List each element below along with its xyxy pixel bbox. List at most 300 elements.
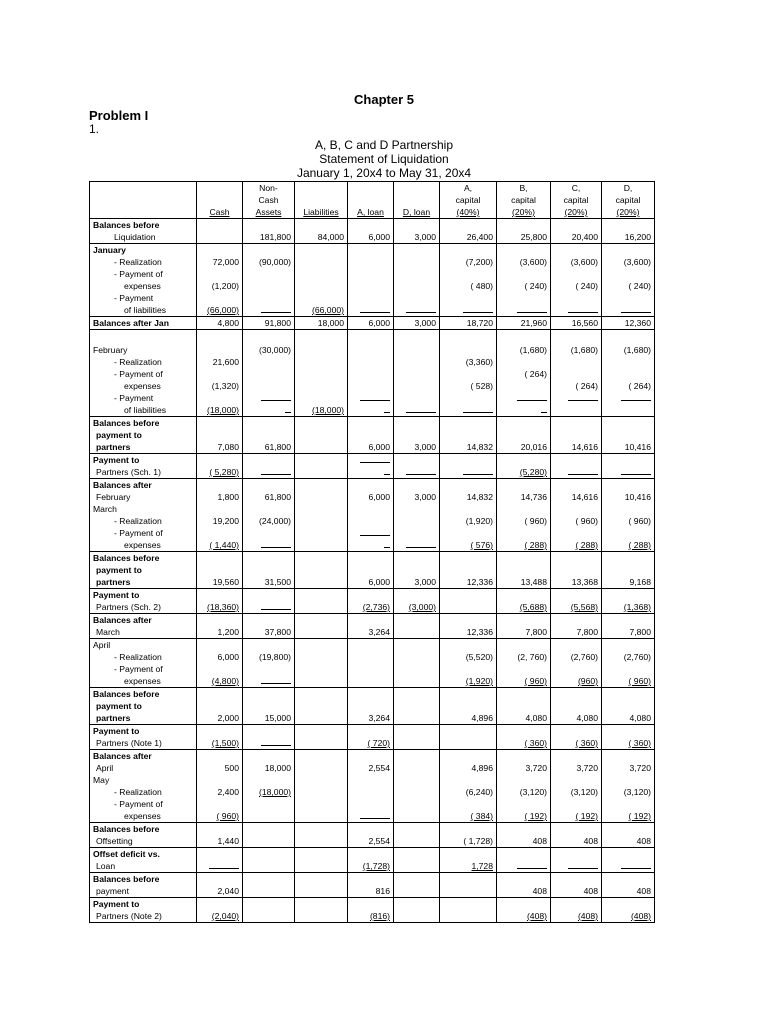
table-cell: 15,000 bbox=[243, 712, 295, 725]
table-row bbox=[90, 576, 655, 589]
table-cell bbox=[602, 503, 655, 515]
table-cell: 3,000 bbox=[394, 441, 440, 454]
table-cell bbox=[243, 589, 295, 602]
table-cell bbox=[348, 786, 394, 798]
col-noncash-3: Assets bbox=[243, 206, 295, 219]
row-label: Balances before bbox=[90, 873, 197, 886]
row-label: March bbox=[90, 626, 197, 639]
table-row bbox=[90, 823, 655, 836]
table-cell bbox=[243, 380, 295, 392]
total-rule bbox=[348, 454, 394, 467]
table-cell bbox=[243, 798, 295, 810]
table-cell bbox=[440, 527, 497, 539]
table-cell: 6,000 bbox=[348, 317, 394, 330]
total-rule bbox=[243, 601, 295, 614]
table-cell bbox=[497, 429, 551, 441]
table-row bbox=[90, 910, 655, 923]
table-cell: 20,400 bbox=[551, 231, 602, 244]
table-cell bbox=[295, 737, 348, 750]
table-cell bbox=[394, 663, 440, 675]
table-cell bbox=[602, 663, 655, 675]
table-cell bbox=[197, 688, 243, 701]
table-cell: 1,800 bbox=[197, 491, 243, 503]
table-cell: 25,800 bbox=[497, 231, 551, 244]
underline-rule bbox=[568, 466, 598, 475]
item-number: 1. bbox=[89, 122, 100, 136]
total-rule bbox=[243, 675, 295, 688]
table-cell bbox=[440, 454, 497, 467]
row-label: Payment to bbox=[90, 898, 197, 911]
table-cell bbox=[348, 639, 394, 652]
table-cell: 500 bbox=[197, 762, 243, 774]
table-row bbox=[90, 417, 655, 430]
table-cell bbox=[243, 688, 295, 701]
table-cell bbox=[295, 651, 348, 663]
table-row bbox=[90, 392, 655, 404]
row-label: expenses bbox=[90, 539, 197, 552]
table-cell bbox=[394, 564, 440, 576]
table-cell: (2,760) bbox=[602, 651, 655, 663]
table-row bbox=[90, 663, 655, 675]
table-cell bbox=[348, 675, 394, 688]
table-cell bbox=[551, 356, 602, 368]
table-row bbox=[90, 280, 655, 292]
table-cell bbox=[348, 688, 394, 701]
table-cell bbox=[551, 639, 602, 652]
table-cell bbox=[551, 750, 602, 763]
table-cell: 181,800 bbox=[243, 231, 295, 244]
table-cell bbox=[295, 885, 348, 898]
table-cell bbox=[394, 910, 440, 923]
table-cell: 13,488 bbox=[497, 576, 551, 589]
table-row bbox=[90, 552, 655, 565]
table-cell: (24,000) bbox=[243, 515, 295, 527]
table-cell bbox=[295, 786, 348, 798]
col-d-cap-3: (20%) bbox=[602, 206, 655, 219]
table-cell bbox=[295, 527, 348, 539]
total-rule bbox=[348, 539, 394, 552]
table-cell bbox=[497, 564, 551, 576]
table-cell bbox=[440, 368, 497, 380]
underline-rule bbox=[463, 304, 493, 313]
table-row bbox=[90, 860, 655, 873]
table-cell bbox=[197, 429, 243, 441]
table-cell bbox=[348, 503, 394, 515]
table-cell: 19,560 bbox=[197, 576, 243, 589]
table-cell bbox=[551, 268, 602, 280]
row-label: payment to bbox=[90, 700, 197, 712]
table-cell bbox=[602, 774, 655, 786]
table-cell bbox=[348, 663, 394, 675]
table-cell: 408 bbox=[602, 835, 655, 848]
row-label: Offset deficit vs. bbox=[90, 848, 197, 861]
table-cell bbox=[497, 244, 551, 257]
row-label: Payment to bbox=[90, 589, 197, 602]
row-label: Partners (Sch. 2) bbox=[90, 601, 197, 614]
col-c-cap-2: capital bbox=[551, 194, 602, 206]
table-cell bbox=[440, 292, 497, 304]
table-cell bbox=[243, 564, 295, 576]
table-row bbox=[90, 873, 655, 886]
table-cell: ( 576) bbox=[440, 539, 497, 552]
table-cell: 4,080 bbox=[497, 712, 551, 725]
table-cell bbox=[551, 417, 602, 430]
table-cell bbox=[551, 244, 602, 257]
table-cell bbox=[440, 417, 497, 430]
row-label: - Payment of bbox=[90, 368, 197, 380]
table-cell bbox=[602, 479, 655, 492]
table-cell: ( 360) bbox=[551, 737, 602, 750]
table-cell bbox=[551, 429, 602, 441]
table-cell bbox=[197, 564, 243, 576]
table-cell bbox=[348, 589, 394, 602]
table-cell bbox=[602, 292, 655, 304]
table-row bbox=[90, 564, 655, 576]
table-cell bbox=[440, 823, 497, 836]
table-cell: ( 960) bbox=[602, 515, 655, 527]
table-cell bbox=[295, 688, 348, 701]
row-label: payment bbox=[90, 885, 197, 898]
table-cell: ( 288) bbox=[551, 539, 602, 552]
table-cell bbox=[394, 873, 440, 886]
row-label: Offsetting bbox=[90, 835, 197, 848]
total-rule bbox=[348, 527, 394, 539]
table-cell bbox=[197, 244, 243, 257]
table-cell bbox=[295, 552, 348, 565]
table-cell bbox=[440, 503, 497, 515]
table-row bbox=[90, 725, 655, 738]
table-cell: 3,264 bbox=[348, 712, 394, 725]
table-cell: 18,000 bbox=[295, 317, 348, 330]
table-cell: ( 192) bbox=[497, 810, 551, 823]
table-cell bbox=[243, 356, 295, 368]
table-cell bbox=[497, 614, 551, 627]
table-cell bbox=[394, 344, 440, 356]
total-rule bbox=[197, 860, 243, 873]
table-cell: ( 720) bbox=[348, 737, 394, 750]
table-cell: (5,280) bbox=[497, 466, 551, 479]
table-cell bbox=[602, 268, 655, 280]
table-cell bbox=[197, 454, 243, 467]
total-rule bbox=[551, 392, 602, 404]
table-row bbox=[90, 454, 655, 467]
table-cell bbox=[394, 786, 440, 798]
table-cell bbox=[243, 244, 295, 257]
table-row bbox=[90, 898, 655, 911]
row-label: - Payment of bbox=[90, 527, 197, 539]
table-cell: 7,080 bbox=[197, 441, 243, 454]
row-label: - Payment of bbox=[90, 268, 197, 280]
table-cell bbox=[197, 823, 243, 836]
col-c-cap-1: C, bbox=[551, 182, 602, 195]
underline-rule bbox=[517, 304, 547, 313]
table-cell bbox=[394, 429, 440, 441]
underline-rule bbox=[360, 810, 390, 819]
table-cell: 6,000 bbox=[348, 441, 394, 454]
table-cell bbox=[197, 330, 243, 345]
table-cell bbox=[243, 725, 295, 738]
table-cell bbox=[394, 835, 440, 848]
table-cell: (3,600) bbox=[602, 256, 655, 268]
table-cell bbox=[602, 527, 655, 539]
table-cell bbox=[440, 601, 497, 614]
table-cell: ( 288) bbox=[602, 539, 655, 552]
table-cell bbox=[348, 614, 394, 627]
table-cell bbox=[394, 737, 440, 750]
table-cell bbox=[243, 848, 295, 861]
table-cell bbox=[295, 268, 348, 280]
table-cell bbox=[394, 244, 440, 257]
row-label: Partners (Sch. 1) bbox=[90, 466, 197, 479]
table-cell bbox=[197, 479, 243, 492]
table-cell bbox=[394, 810, 440, 823]
table-cell: 21,600 bbox=[197, 356, 243, 368]
table-cell bbox=[394, 725, 440, 738]
table-cell bbox=[197, 503, 243, 515]
table-cell: (2,760) bbox=[551, 651, 602, 663]
table-cell bbox=[197, 552, 243, 565]
table-cell bbox=[197, 527, 243, 539]
table-cell bbox=[197, 663, 243, 675]
table-cell bbox=[394, 675, 440, 688]
table-cell bbox=[551, 798, 602, 810]
total-rule bbox=[602, 860, 655, 873]
table-cell bbox=[295, 392, 348, 404]
table-row bbox=[90, 292, 655, 304]
table-cell bbox=[394, 256, 440, 268]
table-cell bbox=[295, 491, 348, 503]
underline-rule bbox=[463, 466, 493, 475]
table-cell bbox=[243, 860, 295, 873]
table-cell bbox=[295, 539, 348, 552]
table-cell bbox=[440, 614, 497, 627]
row-label: May bbox=[90, 774, 197, 786]
table-cell: ( 288) bbox=[497, 539, 551, 552]
table-cell bbox=[497, 380, 551, 392]
table-cell: 1,728 bbox=[440, 860, 497, 873]
table-cell bbox=[243, 280, 295, 292]
problem-heading: Problem I bbox=[89, 108, 149, 123]
table-cell bbox=[440, 898, 497, 911]
table-cell bbox=[243, 750, 295, 763]
total-rule bbox=[394, 404, 440, 417]
total-rule bbox=[497, 404, 551, 417]
table-cell bbox=[440, 344, 497, 356]
table-cell bbox=[551, 725, 602, 738]
table-cell: (5,688) bbox=[497, 601, 551, 614]
table-cell bbox=[295, 330, 348, 345]
row-label: - Realization bbox=[90, 356, 197, 368]
table-cell bbox=[295, 280, 348, 292]
table-cell bbox=[243, 873, 295, 886]
table-cell bbox=[348, 268, 394, 280]
table-cell bbox=[243, 898, 295, 911]
table-cell bbox=[602, 848, 655, 861]
table-cell: 3,000 bbox=[394, 491, 440, 503]
table-row bbox=[90, 317, 655, 330]
table-cell bbox=[394, 885, 440, 898]
col-a-cap-2: capital bbox=[440, 194, 497, 206]
table-cell: ( 480) bbox=[440, 280, 497, 292]
table-cell bbox=[497, 823, 551, 836]
table-cell: 3,000 bbox=[394, 576, 440, 589]
table-cell bbox=[243, 663, 295, 675]
table-cell: 20,016 bbox=[497, 441, 551, 454]
table-cell bbox=[295, 663, 348, 675]
total-rule bbox=[348, 404, 394, 417]
table-cell bbox=[602, 244, 655, 257]
table-cell bbox=[497, 552, 551, 565]
table-cell bbox=[394, 268, 440, 280]
table-cell bbox=[243, 835, 295, 848]
table-cell: 2,554 bbox=[348, 762, 394, 774]
table-cell: ( 264) bbox=[551, 380, 602, 392]
row-label: - Payment of bbox=[90, 663, 197, 675]
table-cell: 3,720 bbox=[602, 762, 655, 774]
total-rule bbox=[551, 860, 602, 873]
table-cell bbox=[551, 404, 602, 417]
table-cell: 6,000 bbox=[348, 576, 394, 589]
table-cell bbox=[295, 848, 348, 861]
table-row bbox=[90, 601, 655, 614]
underline-rule bbox=[384, 404, 390, 413]
table-cell bbox=[551, 292, 602, 304]
table-cell bbox=[348, 280, 394, 292]
table-cell bbox=[243, 292, 295, 304]
table-cell bbox=[440, 639, 497, 652]
table-cell: ( 264) bbox=[497, 368, 551, 380]
row-label: payment to bbox=[90, 429, 197, 441]
table-cell bbox=[197, 639, 243, 652]
table-cell: 4,080 bbox=[602, 712, 655, 725]
col-d-cap-2: capital bbox=[602, 194, 655, 206]
table-cell bbox=[602, 614, 655, 627]
statement-title: Statement of Liquidation bbox=[319, 152, 449, 166]
row-label: payment to bbox=[90, 564, 197, 576]
underline-rule bbox=[285, 404, 291, 413]
table-cell bbox=[295, 244, 348, 257]
table-cell: 16,200 bbox=[602, 231, 655, 244]
table-cell bbox=[551, 527, 602, 539]
col-liabilities: Liabilities bbox=[295, 206, 348, 219]
table-cell bbox=[602, 688, 655, 701]
table-cell bbox=[602, 564, 655, 576]
row-label: January bbox=[90, 244, 197, 257]
table-row bbox=[90, 810, 655, 823]
table-cell: (1,200) bbox=[197, 280, 243, 292]
table-cell: (18,000) bbox=[197, 404, 243, 417]
table-cell bbox=[551, 330, 602, 345]
table-row bbox=[90, 700, 655, 712]
table-cell bbox=[197, 292, 243, 304]
table-cell bbox=[551, 454, 602, 467]
table-cell: (1,320) bbox=[197, 380, 243, 392]
table-cell bbox=[602, 429, 655, 441]
table-cell: (5,520) bbox=[440, 651, 497, 663]
table-cell: (2,736) bbox=[348, 601, 394, 614]
table-cell bbox=[243, 639, 295, 652]
row-label: - Realization bbox=[90, 786, 197, 798]
table-cell bbox=[440, 774, 497, 786]
table-cell bbox=[394, 651, 440, 663]
table-cell bbox=[497, 750, 551, 763]
total-rule bbox=[243, 404, 295, 417]
table-cell bbox=[295, 454, 348, 467]
table-cell: (18,360) bbox=[197, 601, 243, 614]
total-rule bbox=[243, 466, 295, 479]
table-cell: (3,360) bbox=[440, 356, 497, 368]
row-label: partners bbox=[90, 441, 197, 454]
table-cell bbox=[295, 835, 348, 848]
table-cell bbox=[295, 256, 348, 268]
partnership-name: A, B, C and D Partnership bbox=[314, 138, 454, 152]
table-cell bbox=[348, 344, 394, 356]
table-cell bbox=[348, 823, 394, 836]
table-cell bbox=[295, 417, 348, 430]
table-cell bbox=[295, 798, 348, 810]
table-cell: ( 960) bbox=[551, 515, 602, 527]
col-b-cap-2: capital bbox=[497, 194, 551, 206]
table-cell bbox=[440, 848, 497, 861]
table-cell: 4,896 bbox=[440, 712, 497, 725]
table-row bbox=[90, 429, 655, 441]
table-cell bbox=[348, 564, 394, 576]
table-cell bbox=[295, 601, 348, 614]
total-rule bbox=[602, 466, 655, 479]
table-row bbox=[90, 848, 655, 861]
table-cell bbox=[295, 675, 348, 688]
table-cell: 84,000 bbox=[295, 231, 348, 244]
table-cell bbox=[440, 589, 497, 602]
table-cell bbox=[295, 810, 348, 823]
table-cell bbox=[394, 848, 440, 861]
row-label: - Realization bbox=[90, 651, 197, 663]
table-cell bbox=[394, 762, 440, 774]
table-cell bbox=[243, 479, 295, 492]
table-cell: 13,368 bbox=[551, 576, 602, 589]
table-cell bbox=[440, 737, 497, 750]
total-rule bbox=[497, 392, 551, 404]
table-cell bbox=[197, 750, 243, 763]
table-row bbox=[90, 626, 655, 639]
table-cell: (1,500) bbox=[197, 737, 243, 750]
table-cell bbox=[551, 898, 602, 911]
table-row bbox=[90, 491, 655, 503]
table-cell bbox=[348, 292, 394, 304]
table-cell bbox=[602, 700, 655, 712]
table-cell bbox=[440, 873, 497, 886]
table-cell bbox=[348, 256, 394, 268]
table-row bbox=[90, 368, 655, 380]
table-cell: ( 1,728) bbox=[440, 835, 497, 848]
table-cell bbox=[243, 823, 295, 836]
table-row bbox=[90, 515, 655, 527]
total-rule bbox=[394, 304, 440, 317]
underline-rule bbox=[261, 304, 291, 313]
table-cell bbox=[440, 750, 497, 763]
table-cell bbox=[497, 268, 551, 280]
table-cell: (18,000) bbox=[243, 786, 295, 798]
table-row bbox=[90, 330, 655, 345]
table-cell: 2,554 bbox=[348, 835, 394, 848]
table-cell bbox=[197, 344, 243, 356]
total-rule bbox=[440, 404, 497, 417]
table-cell bbox=[440, 700, 497, 712]
table-cell: 61,800 bbox=[243, 441, 295, 454]
table-row bbox=[90, 344, 655, 356]
table-cell: 7,800 bbox=[602, 626, 655, 639]
table-cell bbox=[295, 700, 348, 712]
